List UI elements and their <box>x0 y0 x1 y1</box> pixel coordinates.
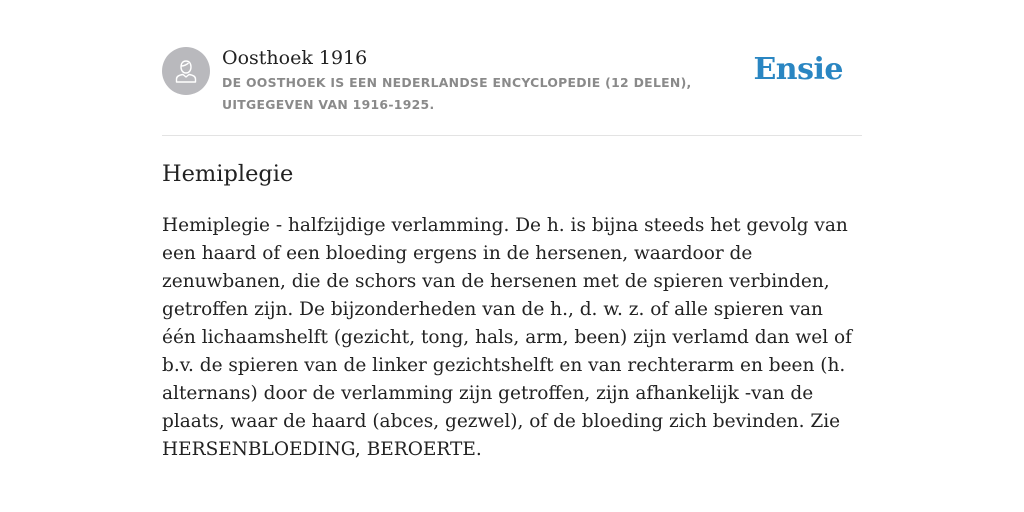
user-icon <box>172 57 200 85</box>
avatar[interactable] <box>162 47 210 95</box>
divider <box>162 135 862 136</box>
source-description: DE OOSTHOEK IS EEN NEDERLANDSE ENCYCLOPEDIE (12 DELEN), UITGEGEVEN VAN 1916-1925. <box>222 75 692 112</box>
source-title[interactable]: Oosthoek 1916 <box>222 47 368 69</box>
article-body: Hemiplegie - halfzijdige verlamming. De h. is bijna steeds het gevolg van een haard of een bloeding ergens in de hersenen, waardoor de zenuwbanen, die de schors van de hersenen met de spieren verbinden, getroffen zijn. De bijzonderheden van de h., d. w. z. of alle spieren van één lichaamshelft (gezicht, tong, hals, arm, been) zijn verlamd dan wel of b.v. de spieren van de linker gezichtshelft en van rechterarm en been (h. alternans) door de verlamming zijn getroffen, zijn afhankelijk -van de plaats, waar de haard (abces, gezwel), of de bloeding zich bevinden. Zie HERSENBLOEDING, BEROERTE. <box>162 215 853 460</box>
source-header <box>162 46 862 116</box>
ensie-logo[interactable]: Ensie <box>753 52 843 87</box>
page-title: Hemiplegie <box>162 161 294 187</box>
